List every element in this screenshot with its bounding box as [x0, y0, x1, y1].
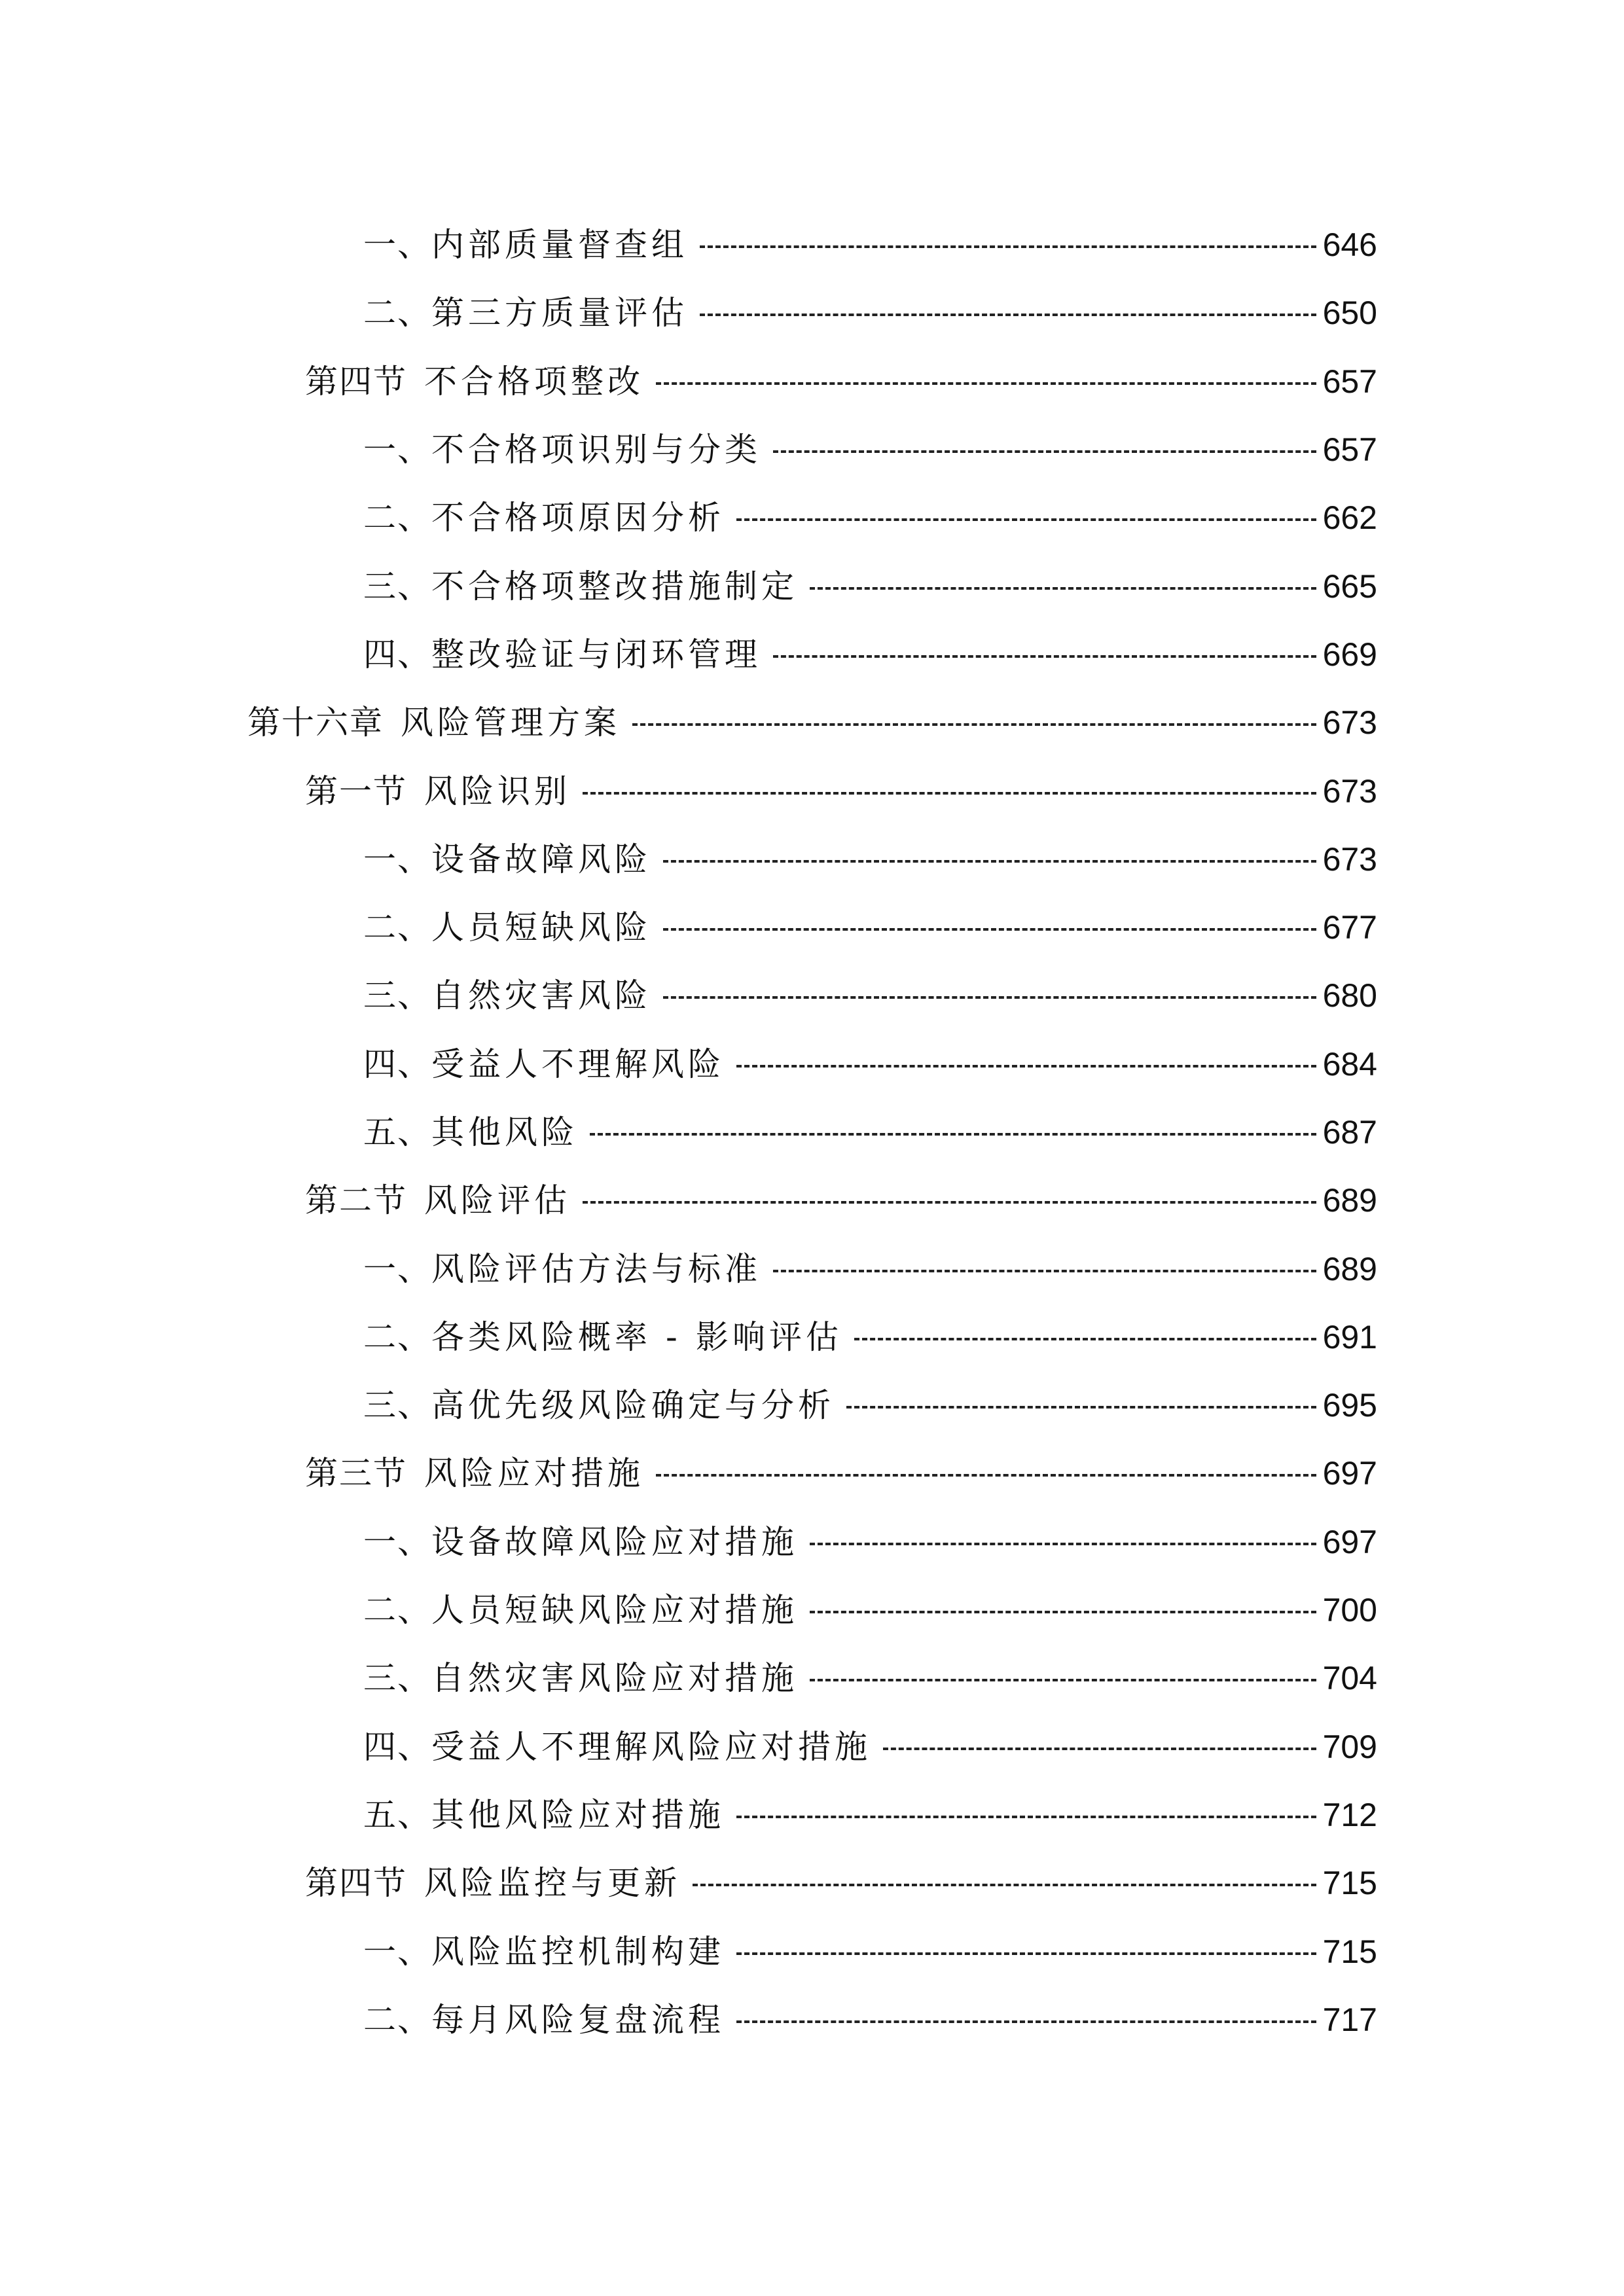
toc-entry-title: 其他风险应对措施	[431, 1795, 725, 1834]
toc-page-number: 677	[1322, 909, 1377, 946]
toc-page-number: 689	[1322, 1182, 1377, 1219]
toc-entry-title: 每月风险复盘流程	[431, 2000, 725, 2039]
toc-dot-leader	[883, 1748, 1316, 1750]
toc-page-number: 646	[1322, 226, 1377, 264]
toc-entry[interactable]	[0, 620, 1624, 689]
toc-entry-number: 一、	[363, 226, 431, 264]
toc-entry-number: 第三节	[305, 1454, 407, 1493]
toc-entry-label	[363, 498, 736, 537]
toc-page-number: 684	[1322, 1045, 1377, 1083]
toc-entry-label	[363, 225, 700, 264]
toc-page-number: 691	[1322, 1318, 1377, 1355]
toc-dot-leader	[590, 1133, 1316, 1136]
toc-page-number: 697	[1322, 1523, 1377, 1560]
toc-entry-title: 高优先级风险确定与分析	[431, 1386, 835, 1425]
toc-page-number: 669	[1322, 636, 1377, 673]
table-of-contents	[0, 211, 1624, 2054]
toc-entry-label	[305, 1181, 583, 1220]
toc-entry-title: 受益人不理解风险应对措施	[431, 1727, 871, 1766]
toc-entry-label	[247, 703, 632, 742]
toc-entry-label	[363, 1795, 736, 1835]
toc-entry-number: 一、	[363, 431, 431, 469]
toc-entry-title: 不合格项识别与分类	[431, 431, 761, 469]
toc-dot-leader	[632, 723, 1316, 726]
toc-page-number: 665	[1322, 567, 1377, 605]
toc-entry-number: 三、	[363, 1386, 431, 1425]
toc-entry-title: 第三方质量评估	[431, 294, 688, 332]
toc-dot-leader	[736, 518, 1316, 521]
toc-entry-number: 五、	[363, 1113, 431, 1151]
toc-entry-title: 受益人不理解风险	[431, 1045, 725, 1083]
toc-entry-title: 风险评估方法与标准	[431, 1249, 761, 1288]
toc-dot-leader	[583, 792, 1316, 795]
toc-entry[interactable]	[0, 961, 1624, 1030]
toc-page-number: 712	[1322, 1796, 1377, 1833]
toc-entry[interactable]	[0, 1849, 1624, 1917]
toc-entry[interactable]	[0, 1098, 1624, 1166]
toc-entry-label	[363, 1932, 736, 1971]
toc-page-number: 709	[1322, 1728, 1377, 1765]
toc-page-number: 680	[1322, 977, 1377, 1014]
toc-entry-title: 内部质量督查组	[431, 226, 688, 264]
toc-entry-number: 一、	[363, 1249, 431, 1288]
toc-entry-title: 设备故障风险	[431, 840, 651, 878]
toc-entry-number: 第十六章	[247, 704, 384, 742]
toc-entry[interactable]	[0, 416, 1624, 484]
toc-entry[interactable]	[0, 689, 1624, 757]
toc-entry-title: 风险应对措施	[424, 1454, 644, 1493]
toc-entry-label	[305, 362, 656, 401]
toc-entry[interactable]	[0, 893, 1624, 961]
toc-entry-title: 风险监控机制构建	[431, 1932, 725, 1971]
toc-dot-leader	[583, 1201, 1316, 1204]
toc-entry-number: 一、	[363, 840, 431, 878]
toc-entry-title: 不合格项整改措施制定	[431, 567, 798, 605]
toc-page-number: 715	[1322, 1865, 1377, 1902]
toc-entry[interactable]	[0, 1644, 1624, 1712]
toc-entry[interactable]	[0, 552, 1624, 620]
toc-entry-title: 不合格项整改	[424, 362, 644, 401]
toc-page-number: 687	[1322, 1114, 1377, 1151]
toc-page-number: 704	[1322, 1660, 1377, 1697]
toc-entry-label	[363, 908, 663, 947]
toc-entry-label	[363, 1590, 810, 1630]
toc-entry-title: 设备故障风险应对措施	[431, 1522, 798, 1561]
toc-dot-leader	[663, 860, 1316, 863]
toc-dot-leader	[700, 314, 1316, 316]
toc-dot-leader	[736, 2020, 1316, 2023]
toc-entry-number: 二、	[363, 1318, 431, 1356]
toc-entry[interactable]	[0, 1781, 1624, 1849]
toc-entry-number: 第四节	[305, 1864, 407, 1903]
toc-entry-label	[363, 430, 773, 469]
toc-entry-label	[363, 840, 663, 879]
toc-entry-title: 风险管理方案	[401, 704, 621, 742]
toc-dot-leader	[656, 382, 1316, 385]
toc-entry[interactable]	[0, 348, 1624, 416]
toc-dot-leader	[773, 450, 1316, 453]
toc-entry-title: 各类风险概率 - 影响评估	[431, 1318, 842, 1356]
toc-entry-number: 二、	[363, 1591, 431, 1630]
toc-dot-leader	[663, 928, 1316, 931]
toc-dot-leader	[736, 1065, 1316, 1067]
toc-entry-number: 二、	[363, 908, 431, 947]
toc-entry[interactable]	[0, 1166, 1624, 1234]
toc-entry-label	[363, 2000, 736, 2039]
toc-entry-number: 三、	[363, 567, 431, 605]
toc-dot-leader	[773, 655, 1316, 658]
toc-entry[interactable]	[0, 1576, 1624, 1644]
toc-dot-leader	[656, 1474, 1316, 1477]
toc-entry-label	[363, 635, 773, 674]
toc-dot-leader	[854, 1338, 1316, 1340]
toc-entry-label	[363, 1386, 846, 1425]
toc-entry-number: 二、	[363, 294, 431, 332]
toc-entry-number: 二、	[363, 2000, 431, 2039]
toc-entry-label	[363, 293, 700, 332]
toc-entry[interactable]	[0, 1030, 1624, 1098]
toc-dot-leader	[700, 245, 1316, 248]
toc-entry-label	[363, 1113, 590, 1152]
toc-entry-title: 自然灾害风险应对措施	[431, 1659, 798, 1698]
toc-entry-number: 第四节	[305, 362, 407, 401]
toc-entry-label	[305, 772, 583, 811]
toc-entry[interactable]	[0, 1713, 1624, 1781]
toc-entry-title: 风险识别	[424, 772, 571, 810]
toc-entry-label	[363, 1522, 810, 1562]
toc-dot-leader	[846, 1406, 1316, 1408]
toc-page-number: 657	[1322, 363, 1377, 400]
toc-page-number: 662	[1322, 499, 1377, 537]
toc-entry-label	[305, 1863, 693, 1903]
toc-entry[interactable]	[0, 1508, 1624, 1576]
toc-dot-leader	[810, 1611, 1316, 1613]
toc-entry-number: 三、	[363, 977, 431, 1015]
toc-entry-label	[363, 1727, 883, 1767]
toc-entry[interactable]	[0, 825, 1624, 893]
toc-dot-leader	[810, 1543, 1316, 1545]
toc-entry-number: 四、	[363, 1045, 431, 1083]
toc-entry-title: 风险评估	[424, 1181, 571, 1220]
toc-page-number: 673	[1322, 840, 1377, 878]
toc-entry-label	[305, 1454, 656, 1493]
toc-entry-label	[363, 567, 810, 606]
toc-entry-number: 五、	[363, 1795, 431, 1834]
toc-entry-title: 风险监控与更新	[424, 1864, 681, 1903]
toc-entry-number: 一、	[363, 1932, 431, 1971]
toc-dot-leader	[693, 1884, 1316, 1886]
toc-page-number: 717	[1322, 2001, 1377, 2038]
toc-entry[interactable]	[0, 1234, 1624, 1302]
toc-page-number: 715	[1322, 1933, 1377, 1970]
toc-page-number: 695	[1322, 1387, 1377, 1424]
toc-page-number: 650	[1322, 295, 1377, 332]
toc-dot-leader	[736, 1816, 1316, 1818]
toc-page-number: 697	[1322, 1455, 1377, 1492]
toc-entry-number: 二、	[363, 499, 431, 537]
toc-entry[interactable]	[0, 1917, 1624, 1985]
toc-entry-title: 其他风险	[431, 1113, 578, 1151]
toc-entry-number: 三、	[363, 1659, 431, 1698]
toc-dot-leader	[810, 587, 1316, 590]
toc-entry-title: 自然灾害风险	[431, 977, 651, 1015]
toc-entry[interactable]	[0, 211, 1624, 279]
toc-entry-title: 人员短缺风险	[431, 908, 651, 947]
toc-entry[interactable]	[0, 757, 1624, 825]
toc-entry-title: 不合格项原因分析	[431, 499, 725, 537]
toc-entry-label	[363, 1659, 810, 1698]
toc-page-number: 673	[1322, 704, 1377, 742]
toc-entry[interactable]	[0, 279, 1624, 347]
toc-page-number: 673	[1322, 772, 1377, 810]
toc-entry[interactable]	[0, 484, 1624, 552]
toc-entry-label	[363, 1249, 773, 1289]
toc-entry-title: 人员短缺风险应对措施	[431, 1591, 798, 1630]
toc-entry[interactable]	[0, 1986, 1624, 2054]
toc-entry-title: 整改验证与闭环管理	[431, 635, 761, 673]
toc-page-number: 689	[1322, 1250, 1377, 1287]
toc-dot-leader	[663, 996, 1316, 999]
toc-entry[interactable]	[0, 1439, 1624, 1507]
toc-entry[interactable]	[0, 1371, 1624, 1439]
toc-dot-leader	[736, 1952, 1316, 1955]
toc-entry-label	[363, 1045, 736, 1084]
toc-entry[interactable]	[0, 1303, 1624, 1371]
toc-entry-number: 一、	[363, 1522, 431, 1561]
toc-entry-number: 四、	[363, 1727, 431, 1766]
toc-page-number: 700	[1322, 1592, 1377, 1629]
toc-entry-label	[363, 976, 663, 1015]
toc-dot-leader	[773, 1270, 1316, 1272]
toc-entry-number: 第二节	[305, 1181, 407, 1220]
toc-entry-number: 第一节	[305, 772, 407, 810]
toc-entry-number: 四、	[363, 635, 431, 673]
toc-page-number: 657	[1322, 431, 1377, 469]
toc-dot-leader	[810, 1679, 1316, 1681]
toc-entry-label	[363, 1318, 854, 1357]
